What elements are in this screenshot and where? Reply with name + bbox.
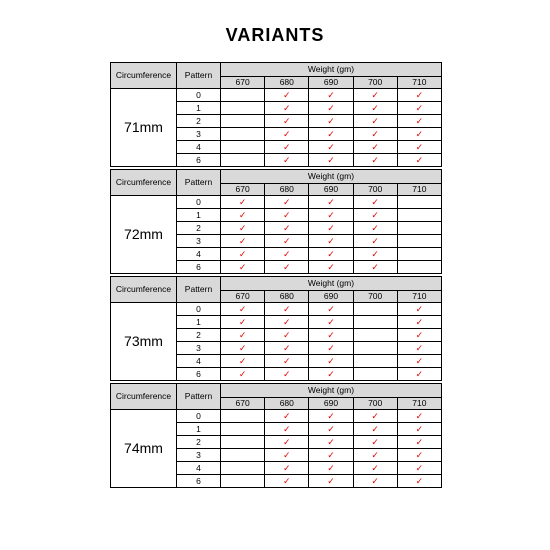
weight-column-header: 680 xyxy=(265,184,309,196)
check-icon: ✓ xyxy=(327,261,335,272)
check-icon: ✓ xyxy=(283,342,291,353)
table-row xyxy=(111,303,442,316)
availability-cell xyxy=(397,436,441,449)
check-icon: ✓ xyxy=(371,89,379,100)
check-icon: ✓ xyxy=(327,316,335,327)
check-icon: ✓ xyxy=(371,196,379,207)
circumference-header: Circumference xyxy=(111,384,177,410)
availability-cell xyxy=(309,475,353,488)
weight-header: Weight (gm) xyxy=(221,170,442,184)
pattern-cell: 0 xyxy=(177,89,221,102)
pattern-header: Pattern xyxy=(177,277,221,303)
availability-cell xyxy=(397,475,441,488)
availability-cell xyxy=(265,475,309,488)
check-icon: ✓ xyxy=(371,115,379,126)
check-icon: ✓ xyxy=(415,329,424,340)
availability-cell xyxy=(397,235,441,248)
availability-cell xyxy=(221,141,265,154)
availability-cell xyxy=(309,115,353,128)
check-icon: ✓ xyxy=(327,342,335,353)
pattern-header: Pattern xyxy=(177,384,221,410)
check-icon: ✓ xyxy=(327,115,335,126)
check-icon: ✓ xyxy=(371,410,379,421)
weight-column-header: 690 xyxy=(309,398,353,410)
pattern-cell: 6 xyxy=(177,261,221,274)
check-icon: ✓ xyxy=(327,449,335,460)
weight-column-header: 680 xyxy=(265,398,309,410)
check-icon: ✓ xyxy=(283,222,291,233)
availability-cell xyxy=(221,261,265,274)
check-icon: ✓ xyxy=(415,102,424,113)
availability-cell xyxy=(353,475,397,488)
check-icon: ✓ xyxy=(327,368,335,379)
check-icon: ✓ xyxy=(371,423,379,434)
check-icon: ✓ xyxy=(415,436,424,447)
availability-cell xyxy=(221,209,265,222)
availability-cell xyxy=(265,235,309,248)
pattern-cell: 2 xyxy=(177,115,221,128)
circumference-header: Circumference xyxy=(111,277,177,303)
check-icon: ✓ xyxy=(327,248,335,259)
check-icon: ✓ xyxy=(415,355,424,366)
check-icon: ✓ xyxy=(415,449,424,460)
availability-cell xyxy=(265,196,309,209)
check-icon: ✓ xyxy=(371,235,379,246)
availability-cell xyxy=(309,235,353,248)
check-icon: ✓ xyxy=(283,316,291,327)
availability-cell xyxy=(221,248,265,261)
availability-cell xyxy=(309,423,353,436)
availability-cell xyxy=(265,141,309,154)
availability-cell xyxy=(353,248,397,261)
availability-cell xyxy=(265,342,309,355)
availability-cell xyxy=(221,436,265,449)
weight-column-header: 670 xyxy=(221,398,265,410)
availability-cell xyxy=(397,342,441,355)
availability-cell xyxy=(397,196,441,209)
check-icon: ✓ xyxy=(283,141,291,152)
check-icon: ✓ xyxy=(371,449,379,460)
pattern-cell: 4 xyxy=(177,141,221,154)
check-icon: ✓ xyxy=(283,261,291,272)
pattern-cell: 0 xyxy=(177,303,221,316)
check-icon: ✓ xyxy=(283,329,291,340)
variant-table xyxy=(110,169,442,274)
availability-cell xyxy=(221,329,265,342)
availability-cell xyxy=(353,115,397,128)
availability-cell xyxy=(221,128,265,141)
circumference-header: Circumference xyxy=(111,170,177,196)
pattern-cell: 0 xyxy=(177,196,221,209)
availability-cell xyxy=(221,154,265,167)
weight-column-header: 670 xyxy=(221,291,265,303)
availability-cell xyxy=(353,261,397,274)
availability-cell xyxy=(265,449,309,462)
availability-cell xyxy=(397,141,441,154)
check-icon: ✓ xyxy=(371,261,379,272)
page-title: VARIANTS xyxy=(225,25,325,45)
header-row xyxy=(111,384,442,398)
check-icon: ✓ xyxy=(238,329,247,340)
availability-cell xyxy=(397,449,441,462)
weight-column-header: 700 xyxy=(353,184,397,196)
weight-column-header: 700 xyxy=(353,77,397,89)
check-icon: ✓ xyxy=(283,449,291,460)
weight-column-header: 680 xyxy=(265,291,309,303)
availability-cell xyxy=(397,423,441,436)
check-icon: ✓ xyxy=(283,196,291,207)
check-icon: ✓ xyxy=(327,89,335,100)
availability-cell xyxy=(309,209,353,222)
table-row xyxy=(111,89,442,102)
availability-cell xyxy=(353,102,397,115)
availability-cell xyxy=(265,261,309,274)
availability-cell xyxy=(221,222,265,235)
availability-cell xyxy=(221,303,265,316)
check-icon: ✓ xyxy=(238,261,247,272)
check-icon: ✓ xyxy=(415,462,424,473)
availability-cell xyxy=(265,222,309,235)
circumference-size: 71mm xyxy=(111,89,177,167)
check-icon: ✓ xyxy=(415,316,424,327)
check-icon: ✓ xyxy=(283,410,291,421)
pattern-header: Pattern xyxy=(177,170,221,196)
circumference-size: 73mm xyxy=(111,303,177,381)
pattern-cell: 1 xyxy=(177,209,221,222)
variant-block-71mm xyxy=(110,62,441,167)
check-icon: ✓ xyxy=(238,316,247,327)
pattern-cell: 2 xyxy=(177,436,221,449)
circumference-size: 72mm xyxy=(111,196,177,274)
availability-cell xyxy=(397,89,441,102)
availability-cell xyxy=(397,222,441,235)
check-icon: ✓ xyxy=(327,209,335,220)
availability-cell xyxy=(309,196,353,209)
check-icon: ✓ xyxy=(283,462,291,473)
check-icon: ✓ xyxy=(327,475,335,486)
availability-cell xyxy=(309,141,353,154)
availability-cell xyxy=(353,368,397,381)
check-icon: ✓ xyxy=(371,436,379,447)
check-icon: ✓ xyxy=(238,303,247,314)
check-icon: ✓ xyxy=(327,222,335,233)
availability-cell xyxy=(309,342,353,355)
check-icon: ✓ xyxy=(415,475,424,486)
availability-cell xyxy=(309,410,353,423)
check-icon: ✓ xyxy=(283,248,291,259)
check-icon: ✓ xyxy=(283,303,291,314)
availability-cell xyxy=(353,436,397,449)
availability-cell xyxy=(265,248,309,261)
check-icon: ✓ xyxy=(371,128,379,139)
check-icon: ✓ xyxy=(327,128,335,139)
check-icon: ✓ xyxy=(283,368,291,379)
check-icon: ✓ xyxy=(415,115,424,126)
table-row xyxy=(111,410,442,423)
availability-cell xyxy=(397,209,441,222)
weight-column-header: 700 xyxy=(353,398,397,410)
availability-cell xyxy=(397,128,441,141)
weight-column-header: 690 xyxy=(309,184,353,196)
weight-column-header: 690 xyxy=(309,77,353,89)
availability-cell xyxy=(353,316,397,329)
check-icon: ✓ xyxy=(283,115,291,126)
availability-cell xyxy=(309,128,353,141)
check-icon: ✓ xyxy=(327,423,335,434)
check-icon: ✓ xyxy=(283,102,291,113)
availability-cell xyxy=(265,89,309,102)
check-icon: ✓ xyxy=(327,141,335,152)
availability-cell xyxy=(265,410,309,423)
availability-cell xyxy=(221,89,265,102)
availability-cell xyxy=(309,329,353,342)
availability-cell xyxy=(309,316,353,329)
availability-cell xyxy=(397,303,441,316)
check-icon: ✓ xyxy=(238,235,247,246)
check-icon: ✓ xyxy=(371,222,379,233)
availability-cell xyxy=(309,261,353,274)
availability-cell xyxy=(265,115,309,128)
availability-cell xyxy=(221,316,265,329)
availability-cell xyxy=(265,209,309,222)
check-icon: ✓ xyxy=(283,128,291,139)
availability-cell xyxy=(353,128,397,141)
weight-column-header: 690 xyxy=(309,291,353,303)
check-icon: ✓ xyxy=(327,303,335,314)
pattern-cell: 6 xyxy=(177,368,221,381)
availability-cell xyxy=(397,355,441,368)
pattern-cell: 4 xyxy=(177,462,221,475)
availability-cell xyxy=(353,303,397,316)
check-icon: ✓ xyxy=(283,423,291,434)
availability-cell xyxy=(265,355,309,368)
pattern-cell: 6 xyxy=(177,154,221,167)
availability-cell xyxy=(353,355,397,368)
availability-cell xyxy=(265,423,309,436)
availability-cell xyxy=(397,410,441,423)
pattern-cell: 4 xyxy=(177,355,221,368)
availability-cell xyxy=(221,410,265,423)
check-icon: ✓ xyxy=(327,154,335,165)
pattern-cell: 1 xyxy=(177,102,221,115)
availability-cell xyxy=(353,89,397,102)
check-icon: ✓ xyxy=(371,154,379,165)
circumference-size: 74mm xyxy=(111,410,177,488)
check-icon: ✓ xyxy=(283,436,291,447)
pattern-cell: 1 xyxy=(177,316,221,329)
availability-cell xyxy=(309,436,353,449)
check-icon: ✓ xyxy=(238,248,247,259)
availability-cell xyxy=(353,209,397,222)
availability-cell xyxy=(353,196,397,209)
check-icon: ✓ xyxy=(238,222,247,233)
weight-header: Weight (gm) xyxy=(221,63,442,77)
availability-cell xyxy=(265,128,309,141)
availability-cell xyxy=(265,436,309,449)
pattern-cell: 3 xyxy=(177,235,221,248)
availability-cell xyxy=(353,154,397,167)
pattern-cell: 4 xyxy=(177,248,221,261)
check-icon: ✓ xyxy=(327,235,335,246)
weight-column-header: 700 xyxy=(353,291,397,303)
availability-cell xyxy=(309,222,353,235)
availability-cell xyxy=(397,115,441,128)
pattern-cell: 3 xyxy=(177,449,221,462)
availability-cell xyxy=(221,355,265,368)
check-icon: ✓ xyxy=(327,329,335,340)
check-icon: ✓ xyxy=(371,248,379,259)
check-icon: ✓ xyxy=(415,89,424,100)
variant-table xyxy=(110,62,442,167)
availability-cell xyxy=(309,462,353,475)
check-icon: ✓ xyxy=(371,141,379,152)
availability-cell xyxy=(353,235,397,248)
availability-cell xyxy=(397,329,441,342)
weight-column-header: 710 xyxy=(397,184,441,196)
availability-cell xyxy=(353,342,397,355)
check-icon: ✓ xyxy=(371,209,379,220)
weight-column-header: 710 xyxy=(397,398,441,410)
availability-cell xyxy=(265,329,309,342)
pattern-cell: 3 xyxy=(177,342,221,355)
availability-cell xyxy=(221,423,265,436)
availability-cell xyxy=(265,316,309,329)
variant-table xyxy=(110,276,442,381)
availability-cell xyxy=(309,368,353,381)
check-icon: ✓ xyxy=(283,475,291,486)
availability-cell xyxy=(221,235,265,248)
check-icon: ✓ xyxy=(371,475,379,486)
weight-header: Weight (gm) xyxy=(221,384,442,398)
pattern-cell: 3 xyxy=(177,128,221,141)
availability-cell xyxy=(265,462,309,475)
pattern-cell: 2 xyxy=(177,222,221,235)
check-icon: ✓ xyxy=(415,368,424,379)
check-icon: ✓ xyxy=(415,410,424,421)
availability-cell xyxy=(353,423,397,436)
variant-block-72mm xyxy=(110,169,441,274)
check-icon: ✓ xyxy=(415,423,424,434)
check-icon: ✓ xyxy=(415,154,424,165)
availability-cell xyxy=(309,355,353,368)
weight-column-header: 710 xyxy=(397,77,441,89)
availability-cell xyxy=(265,368,309,381)
availability-cell xyxy=(397,154,441,167)
check-icon: ✓ xyxy=(327,102,335,113)
variant-table xyxy=(110,383,442,488)
check-icon: ✓ xyxy=(327,462,335,473)
circumference-header: Circumference xyxy=(111,63,177,89)
availability-cell xyxy=(221,196,265,209)
check-icon: ✓ xyxy=(238,342,247,353)
header-row xyxy=(111,277,442,291)
availability-cell xyxy=(309,248,353,261)
availability-cell xyxy=(397,462,441,475)
availability-cell xyxy=(221,102,265,115)
check-icon: ✓ xyxy=(371,462,379,473)
check-icon: ✓ xyxy=(238,355,247,366)
check-icon: ✓ xyxy=(238,209,247,220)
pattern-cell: 0 xyxy=(177,410,221,423)
check-icon: ✓ xyxy=(371,102,379,113)
availability-cell xyxy=(309,449,353,462)
check-icon: ✓ xyxy=(283,235,291,246)
availability-cell xyxy=(353,329,397,342)
check-icon: ✓ xyxy=(415,128,424,139)
availability-cell xyxy=(309,303,353,316)
header-row xyxy=(111,170,442,184)
check-icon: ✓ xyxy=(238,368,247,379)
availability-cell xyxy=(265,102,309,115)
pattern-header: Pattern xyxy=(177,63,221,89)
availability-cell xyxy=(221,342,265,355)
check-icon: ✓ xyxy=(327,196,335,207)
check-icon: ✓ xyxy=(238,196,247,207)
check-icon: ✓ xyxy=(327,355,335,366)
availability-cell xyxy=(397,316,441,329)
check-icon: ✓ xyxy=(283,209,291,220)
availability-cell xyxy=(221,475,265,488)
availability-cell xyxy=(309,102,353,115)
availability-cell xyxy=(309,89,353,102)
weight-column-header: 670 xyxy=(221,184,265,196)
check-icon: ✓ xyxy=(283,154,291,165)
availability-cell xyxy=(221,449,265,462)
check-icon: ✓ xyxy=(327,410,335,421)
check-icon: ✓ xyxy=(415,342,424,353)
availability-cell xyxy=(353,410,397,423)
availability-cell xyxy=(265,154,309,167)
availability-cell xyxy=(353,449,397,462)
check-icon: ✓ xyxy=(327,436,335,447)
weight-column-header: 680 xyxy=(265,77,309,89)
availability-cell xyxy=(353,462,397,475)
availability-cell xyxy=(397,368,441,381)
availability-cell xyxy=(265,303,309,316)
availability-cell xyxy=(397,102,441,115)
availability-cell xyxy=(397,248,441,261)
availability-cell xyxy=(221,462,265,475)
table-row xyxy=(111,196,442,209)
availability-cell xyxy=(221,368,265,381)
variant-block-73mm xyxy=(110,276,441,381)
check-icon: ✓ xyxy=(415,303,424,314)
header-row xyxy=(111,63,442,77)
availability-cell xyxy=(353,222,397,235)
availability-cell xyxy=(309,154,353,167)
availability-cell xyxy=(397,261,441,274)
check-icon: ✓ xyxy=(283,355,291,366)
pattern-cell: 2 xyxy=(177,329,221,342)
availability-cell xyxy=(221,115,265,128)
weight-column-header: 670 xyxy=(221,77,265,89)
pattern-cell: 6 xyxy=(177,475,221,488)
check-icon: ✓ xyxy=(415,141,424,152)
availability-cell xyxy=(353,141,397,154)
variant-block-74mm xyxy=(110,383,441,488)
pattern-cell: 1 xyxy=(177,423,221,436)
weight-column-header: 710 xyxy=(397,291,441,303)
weight-header: Weight (gm) xyxy=(221,277,442,291)
check-icon: ✓ xyxy=(283,89,291,100)
